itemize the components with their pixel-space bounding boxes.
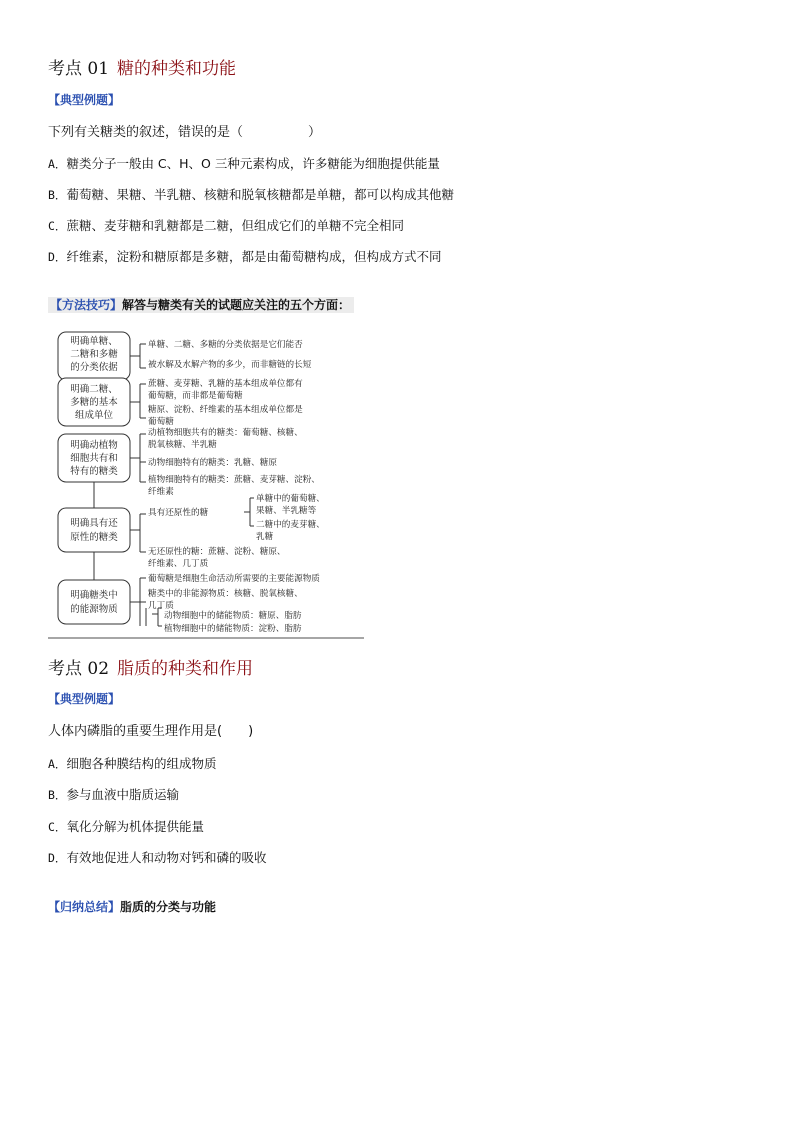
section-number: 考点 02 (48, 659, 110, 679)
diagram-box-2-line-3: 组成单位 (74, 410, 114, 421)
diagram-item-1-2: 被水解及水解产物的多少，而非糖链的长短 (148, 360, 312, 370)
diagram-box-2-line-2: 多糖的基本 (70, 397, 118, 408)
diagram-item-3-4: 植物细胞特有的糖类：蔗糖、麦芽糖、淀粉、 (148, 475, 320, 485)
diagram-item-4-4: 二糖中的麦芽糖、 (256, 520, 325, 530)
example-tag-2: 【典型例题】 (48, 692, 121, 706)
diagram-item-4-5: 乳糖 (256, 532, 274, 542)
option-a: A．糖类分子一般由 C、H、O 三种元素构成，许多糖能为细胞提供能量 (48, 156, 440, 171)
diagram-item-3-2: 脱氧核糖、半乳糖 (148, 440, 217, 450)
example-tag: 【典型例题】 (48, 93, 121, 107)
diagram-box-4 (58, 508, 130, 552)
diagram-item-5-4: 动物细胞中的储能物质：糖原、脂肪 (164, 611, 302, 621)
diagram-item-3-3: 动物细胞特有的糖类：乳糖、糖原 (148, 458, 277, 468)
diagram-item-4-3: 果糖、半乳糖等 (256, 506, 317, 516)
section-heading-1 (48, 58, 236, 80)
diagram-item-4-2: 单糖中的葡萄糖、 (256, 494, 325, 504)
diagram-item-5-5: 植物细胞中的储能物质：淀粉、脂肪 (164, 624, 302, 634)
option-d-2: D．有效地促进人和动物对钙和磷的吸收 (48, 850, 267, 865)
diagram-item-3-5: 纤维素 (148, 487, 174, 497)
diagram-item-3-1: 动植物细胞共有的糖类：葡萄糖、核糖、 (148, 428, 303, 438)
option-c-2: C．氧化分解为机体提供能量 (48, 819, 204, 834)
summary-tip: 【归纳总结】脂质的分类与功能 (48, 900, 217, 914)
diagram-box-5 (58, 580, 130, 624)
diagram-box-1-line-2: 二糖和多糖 (70, 349, 118, 360)
diagram-box-3-line-3: 特有的糖类 (70, 466, 118, 477)
diagram-item-5-3: 几丁质 (148, 601, 174, 611)
diagram-item-5-2: 糖类中的非能源物质：核糖、脱氧核糖、 (148, 589, 303, 599)
diagram-item-4-7: 纤维素、几丁质 (148, 559, 209, 569)
diagram-item-4-1: 具有还原性的糖 (148, 508, 209, 518)
example-tag-label: 典型例题 (60, 93, 109, 107)
section-number: 考点 01 (48, 59, 110, 79)
section-topic: 糖的种类和功能 (117, 59, 237, 79)
diagram-item-2-2: 葡萄糖，而非都是葡萄糖 (148, 391, 243, 401)
question-stem-2: 人体内磷脂的重要生理作用是( ) (48, 724, 254, 739)
diagram-item-2-3: 糖原、淀粉、纤维素的基本组成单位都是 (148, 405, 303, 415)
option-c: C．蔗糖、麦芽糖和乳糖都是二糖，但组成它们的单糖不完全相同 (48, 218, 404, 233)
diagram-item-1-1: 单糖、二糖、多糖的分类依据是它们能否 (148, 340, 303, 350)
option-d: D．纤维素，淀粉和糖原都是多糖，都是由葡萄糖构成，但构成方式不同 (48, 249, 442, 264)
method-tag-label: 方法技巧 (62, 298, 111, 312)
option-a-2: A．细胞各种膜结构的组成物质 (48, 756, 217, 771)
method-tip-text: 解答与糖类有关的试题应关注的五个方面： (122, 298, 351, 312)
question-stem: 下列有关糖类的叙述，错误的是（ ） (48, 125, 322, 140)
diagram-box-4-line-2: 原性的糖类 (70, 532, 118, 543)
diagram-box-1-line-1: 明确单糖、 (70, 336, 118, 347)
option-b-2: B．参与血液中脂质运输 (48, 787, 179, 802)
method-tip: 【方法技巧】解答与糖类有关的试题应关注的五个方面： (48, 297, 354, 313)
diagram-box-5-line-1: 明确糖类中 (70, 590, 118, 601)
sugar-mindmap-diagram (48, 322, 368, 640)
section-topic: 脂质的种类和作用 (117, 659, 254, 679)
summary-tag-label: 归纳总结 (60, 900, 109, 914)
diagram-item-2-4: 葡萄糖 (148, 417, 174, 427)
diagram-box-3-line-1: 明确动植物 (70, 440, 118, 451)
diagram-item-5-1: 葡萄糖是细胞生命活动所需要的主要能源物质 (148, 574, 320, 584)
diagram-item-4-6: 无还原性的糖：蔗糖、淀粉、糖原、 (148, 547, 286, 557)
diagram-box-2-line-1: 明确二糖、 (70, 384, 118, 395)
diagram-box-5-line-2: 的能源物质 (70, 604, 118, 615)
example-tag-label: 典型例题 (60, 692, 109, 706)
diagram-item-2-1: 蔗糖、麦芽糖、乳糖的基本组成单位都有 (148, 379, 303, 389)
summary-tip-text: 脂质的分类与功能 (120, 900, 217, 914)
diagram-box-3-line-2: 细胞共有和 (70, 453, 118, 464)
section-heading-2 (48, 658, 253, 680)
option-b: B．葡萄糖、果糖、半乳糖、核糖和脱氧核糖都是单糖，都可以构成其他糖 (48, 187, 454, 202)
diagram-box-1-line-3: 的分类依据 (70, 362, 118, 373)
diagram-box-4-line-1: 明确具有还 (70, 518, 118, 529)
